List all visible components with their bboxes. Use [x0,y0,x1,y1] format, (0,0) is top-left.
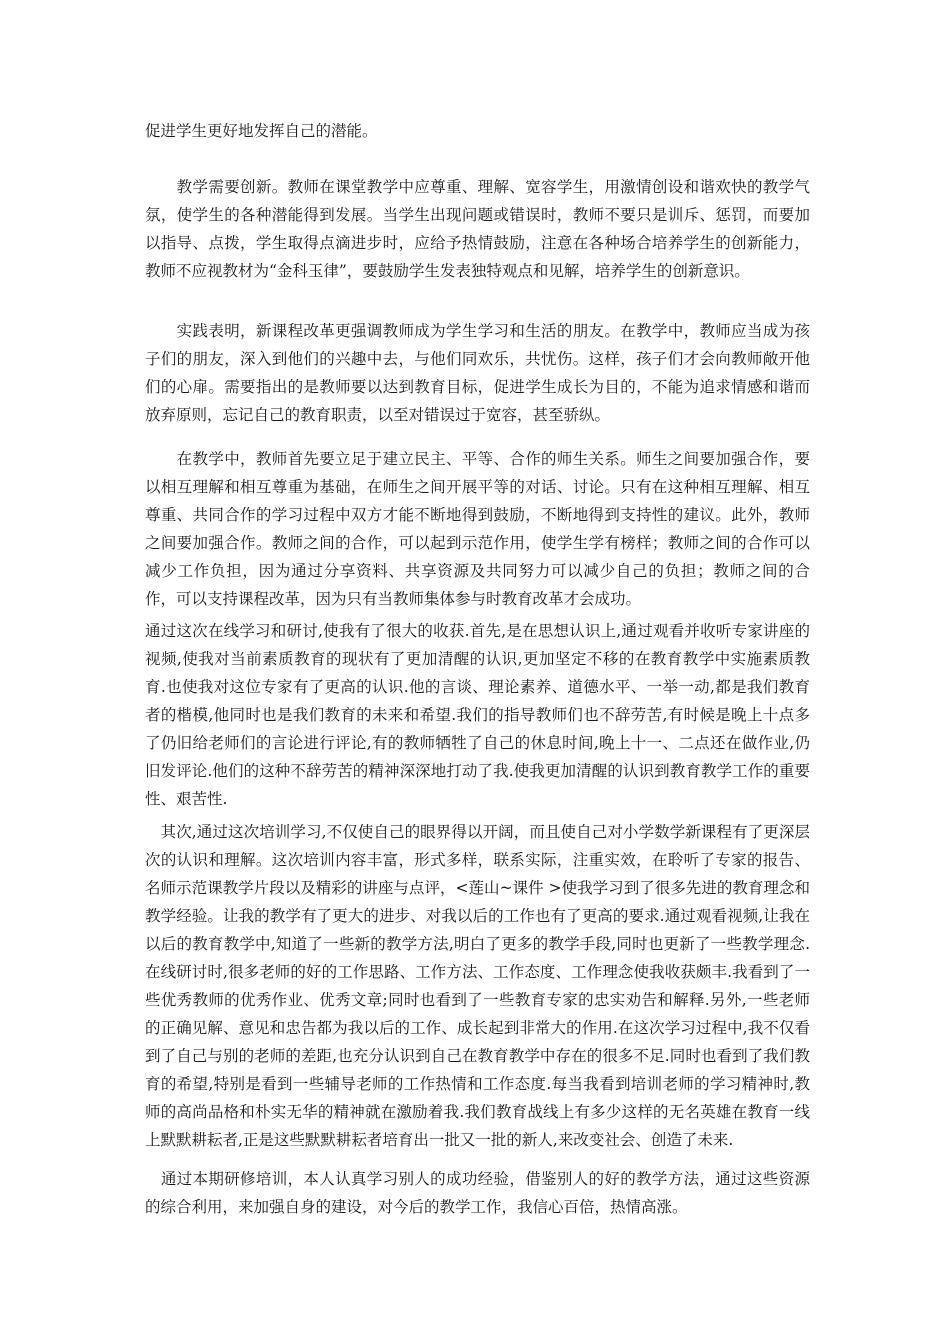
paragraph-6: 其次,通过这次培训学习,不仅使自己的眼界得以开阔，而且使自己对小学数学新课程有了更深层次的认识和理解。这次培训内容丰富，形式多样，联系实际，注重实效，在聆听了专家的报告、名师示范课教学片段以及精彩的讲座与点评，<莲山~课件 >使我学习到了很多先进的教育理念和教学经验。让我的教学有了更大的进步、对我以后的工作也有了更高的要求.通过观看视频,让我在以后的教育教学中,知道了一些新的教学方法,明白了更多的教学手段,同时也更新了一些教学理念.在线研讨时,很多老师的好的工作思路、工作方法、工作态度、工作理念使我收获颇丰.我看到了一些优秀教师的优秀作业、优秀文章;同时也看到了一些教育专家的忠实劝告和解释.另外,一些老师的正确见解、意见和忠告都为我以后的工作、成长起到非常大的作用.在这次学习过程中,我不仅看到了自己与别的老师的差距,也充分认识到自己在教育教学中存在的很多不足.同时也看到了我们教育的希望,特别是看到一些辅导老师的工作热情和工作态度.每当我看到培训老师的学习精神时,教师的高尚品格和朴实无华的精神就在激励着我.我们教育战线上有多少这样的无名英雄在教育一线上默默耕耘者,正是这些默默耕耘者培育出一批又一批的新人,来改变社会、创造了未来. [145,823,810,1149]
paragraph-7: 通过本期研修培训，本人认真学习别人的成功经验，借鉴别人的好的教学方法，通过这些资源的综合利用，来加强自身的建设，对今后的教学工作，我信心百倍，热情高涨。 [145,1170,810,1216]
paragraph-5: 通过这次在线学习和研讨,使我有了很大的收获.首先,是在思想认识上,通过观看并收听专家讲座的视频,使我对当前素质教育的现状有了更加清醒的认识,更加坚定不移的在教育教学中实施素质教育.也使我对这位专家有了更高的认识.他的言谈、理论素养、道德水平、一举一动,都是我们教育者的楷模,他同时也是我们教育的未来和希望.我们的指导教师们也不辞劳苦,有时候是晚上十点多了仍旧给老师们的言论进行评论,有的教师牺牲了自己的休息时间,晚上十一、二点还在做作业,仍旧发评论.他们的这种不辞劳苦的精神深深地打动了我.使我更加清醒的认识到教育教学工作的重要性、艰苦性. [145,622,810,808]
paragraph-4: 在教学中，教师首先要立足于建立民主、平等、合作的师生关系。师生之间要加强合作，要以相互理解和相互尊重为基础，在师生之间开展平等的对话、讨论。只有在这种相互理解、相互尊重、共同合作的学习过程中双方才能不断地得到鼓励，不断地得到支持性的建议。此外，教师之间要加强合作。教师之间的合作，可以起到示范作用，使学生学有榜样；教师之间的合作可以减少工作负担，因为通过分享资料、共享资源及共同努力可以减少自己的负担；教师之间的合作，可以支持课程改革，因为只有当教师集体参与时教育改革才会成功。 [145,450,810,608]
paragraph-3: 实践表明，新课程改革更强调教师成为学生学习和生活的朋友。在教学中，教师应当成为孩子们的朋友，深入到他们的兴趣中去，与他们同欢乐，共忧伤。这样，孩子们才会向教师敞开他们的心扉。需要指出的是教师要以达到教育目标，促进学生成长为目的，不能为追求情感和谐而放弃原则，忘记自己的教育职责，以至对错误过于宽容，甚至骄纵。 [145,322,810,424]
paragraph-2: 教学需要创新。教师在课堂教学中应尊重、理解、宽容学生，用激情创设和谐欢快的教学气氛，使学生的各种潜能得到发展。当学生出现问题或错误时，教师不要只是训斥、惩罚，而要加以指导、点拨，学生取得点滴进步时，应给予热情鼓励，注意在各种场合培养学生的创新能力，教师不应视教材为“金科玉律”，要鼓励学生发表独特观点和见解，培养学生的创新意识。 [145,178,810,280]
paragraph-1: 促进学生更好地发挥自己的潜能。 [145,122,378,140]
